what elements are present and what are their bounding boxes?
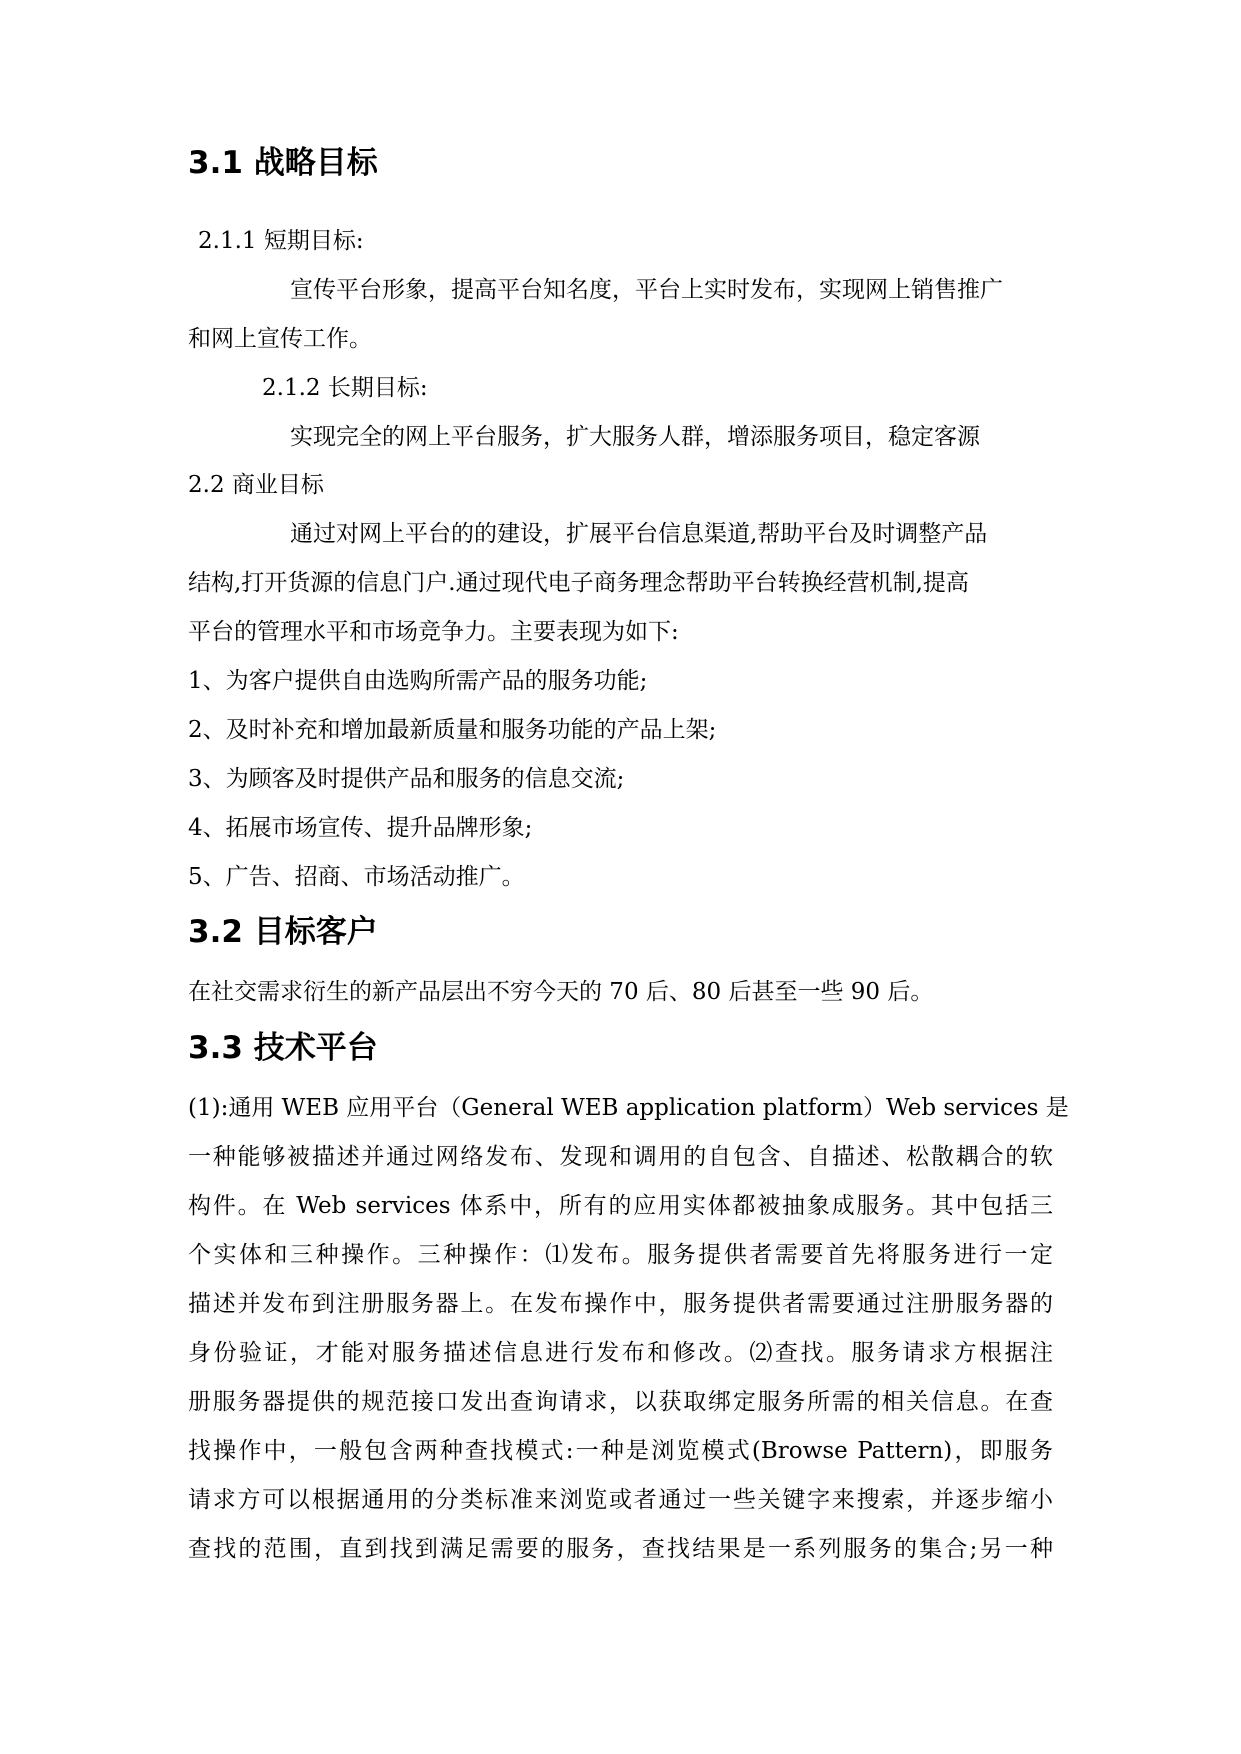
list-item: 2、及时补充和增加最新质量和服务功能的产品上架; xyxy=(188,717,717,743)
paragraph-line: 平台的管理水平和市场竞争力。主要表现为如下: xyxy=(188,619,679,645)
paragraph-line: 结构,打开货源的信息门户.通过现代电子商务理念帮助平台转换经营机制,提高 xyxy=(188,570,969,596)
subheading-business-goal: 2.2 商业目标 xyxy=(188,472,324,498)
list-item: 4、拓展市场宣传、提升品牌形象; xyxy=(188,815,533,841)
paragraph-line: 个实体和三种操作。三种操作：⑴发布。服务提供者需要首先将服务进行一定 xyxy=(188,1242,1053,1268)
paragraph-line: 请求方可以根据通用的分类标准来浏览或者通过一些关键字来搜索，并逐步缩小 xyxy=(188,1487,1053,1513)
section-heading-3-2: 3.2 目标客户 xyxy=(188,914,378,950)
paragraph-line: 宣传平台形象，提高平台知名度，平台上实时发布，实现网上销售推广 xyxy=(290,277,1003,303)
list-item: 1、为客户提供自由选购所需产品的服务功能; xyxy=(188,668,648,694)
paragraph-line: 找操作中，一般包含两种查找模式:一种是浏览模式(Browse Pattern)，即服务 xyxy=(188,1438,1053,1464)
paragraph-line: 通过对网上平台的的建设，扩展平台信息渠道,帮助平台及时调整产品 xyxy=(290,521,988,547)
paragraph-line: 册服务器提供的规范接口发出查询请求，以获取绑定服务所需的相关信息。在查 xyxy=(188,1389,1053,1415)
paragraph-line: 和网上宣传工作。 xyxy=(188,326,372,352)
list-item: 3、为顾客及时提供产品和服务的信息交流; xyxy=(188,766,625,792)
paragraph-line: (1):通用 WEB 应用平台（General WEB application platform）Web services 是 xyxy=(188,1095,1069,1121)
section-heading-3-1: 3.1 战略目标 xyxy=(188,145,378,181)
list-item: 5、广告、招商、市场活动推广。 xyxy=(188,864,525,890)
paragraph-line: 查找的范围，直到找到满足需要的服务，查找结果是一系列服务的集合;另一种 xyxy=(188,1536,1053,1562)
paragraph-line: 一种能够被描述并通过网络发布、发现和调用的自包含、自描述、松散耦合的软 xyxy=(188,1144,1053,1170)
paragraph-line: 在社交需求衍生的新产品层出不穷今天的 70 后、80 后甚至一些 90 后。 xyxy=(188,979,934,1005)
subheading-long-term: 2.1.2 长期目标: xyxy=(262,375,428,401)
paragraph-line: 实现完全的网上平台服务，扩大服务人群，增添服务项目，稳定客源 xyxy=(290,424,980,450)
paragraph-line: 描述并发布到注册服务器上。在发布操作中，服务提供者需要通过注册服务器的 xyxy=(188,1291,1053,1317)
paragraph-line: 构件。在 Web services 体系中，所有的应用实体都被抽象成服务。其中包括三 xyxy=(188,1193,1053,1219)
subheading-short-term: 2.1.1 短期目标: xyxy=(198,228,364,254)
section-heading-3-3: 3.3 技术平台 xyxy=(188,1030,378,1066)
paragraph-line: 身份验证，才能对服务描述信息进行发布和修改。⑵查找。服务请求方根据注 xyxy=(188,1340,1053,1366)
